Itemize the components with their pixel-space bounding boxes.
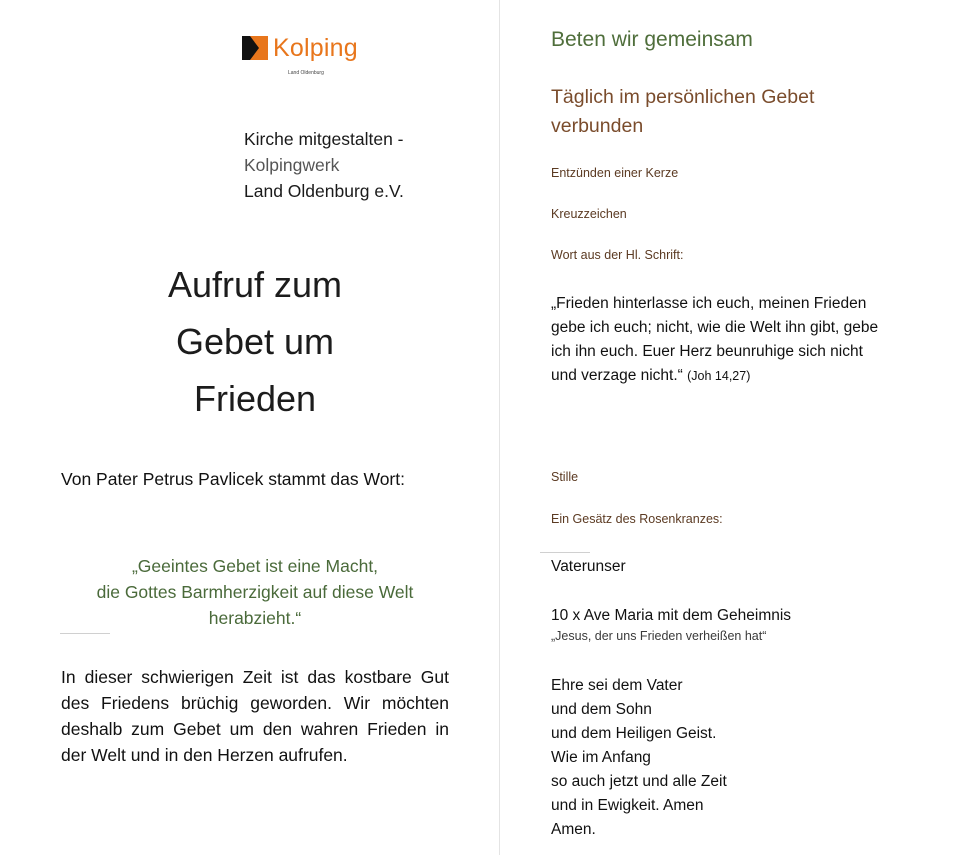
gloria-line: und dem Sohn bbox=[551, 701, 652, 718]
quote-block bbox=[58, 553, 452, 631]
lead-paragraph: Von Pater Petrus Pavlicek stammt das Wort: bbox=[61, 469, 405, 489]
step-scripture: Wort aus der Hl. Schrift: bbox=[551, 248, 684, 262]
section-subheading: Täglich im persönlichen Gebet verbunden bbox=[551, 86, 815, 137]
logo-subtitle: Land Oldenburg bbox=[288, 70, 324, 76]
kolping-k-icon bbox=[242, 36, 268, 60]
gloria-block bbox=[551, 674, 881, 842]
gloria-line: Wie im Anfang bbox=[551, 749, 651, 766]
quote-line: die Gottes Barmherzigkeit auf diese Welt bbox=[96, 582, 414, 602]
quote-line: „Geeintes Gebet ist eine Macht, bbox=[131, 556, 379, 576]
scripture-quote bbox=[551, 292, 881, 388]
intro-line: Kirche mitgestalten - bbox=[244, 129, 404, 149]
vaterunser: Vaterunser bbox=[551, 558, 626, 575]
gloria-line: und in Ewigkeit. Amen bbox=[551, 797, 704, 814]
intro-line: Kolpingwerk bbox=[244, 155, 340, 175]
gloria-line: Ehre sei dem Vater bbox=[551, 677, 683, 694]
step-silence: Stille bbox=[551, 470, 579, 484]
step-sign-of-cross: Kreuzzeichen bbox=[551, 207, 627, 221]
intro-block bbox=[244, 126, 404, 204]
scripture-text: „Frieden hinterlasse ich euch, meinen Frieden gebe ich euch; nicht, wie die Welt ihn gibt, gebe ich ihn euch. Euer Herz beunruhige sich nicht und verzage nicht.“ bbox=[551, 295, 879, 384]
intro-line: Land Oldenburg e.V. bbox=[244, 181, 404, 201]
mystery-line: „Jesus, der uns Frieden verheißen hat“ bbox=[551, 629, 767, 643]
step-candle: Entzünden einer Kerze bbox=[551, 166, 679, 180]
gloria-line: und dem Heiligen Geist. bbox=[551, 725, 717, 742]
page-fold bbox=[499, 0, 500, 855]
gloria-line: so auch jetzt und alle Zeit bbox=[551, 773, 727, 790]
body-paragraph: In dieser schwierigen Zeit ist das kostbare Gut des Friedens brüchig geworden. Wir möchten deshalb zum Gebet um den wahren Frieden in der Welt und in den Herzen aufrufen. bbox=[61, 667, 449, 765]
ave-maria-block bbox=[551, 604, 881, 644]
title-line: Aufruf zum bbox=[167, 264, 343, 305]
ave-maria-line: 10 x Ave Maria mit dem Geheimnis bbox=[551, 607, 792, 624]
gloria-line: Amen. bbox=[551, 821, 596, 838]
divider bbox=[540, 552, 590, 553]
step-rosary: Ein Gesätz des Rosenkranzes: bbox=[551, 512, 723, 526]
quote-line: herabzieht.“ bbox=[208, 608, 302, 628]
scripture-reference: (Joh 14,27) bbox=[687, 369, 751, 383]
divider bbox=[60, 633, 110, 634]
logo-wordmark: Kolping bbox=[273, 34, 358, 62]
title-line: Gebet um bbox=[175, 321, 335, 362]
section-heading: Beten wir gemeinsam bbox=[551, 28, 753, 51]
page-title bbox=[100, 256, 410, 427]
title-line: Frieden bbox=[193, 378, 317, 419]
